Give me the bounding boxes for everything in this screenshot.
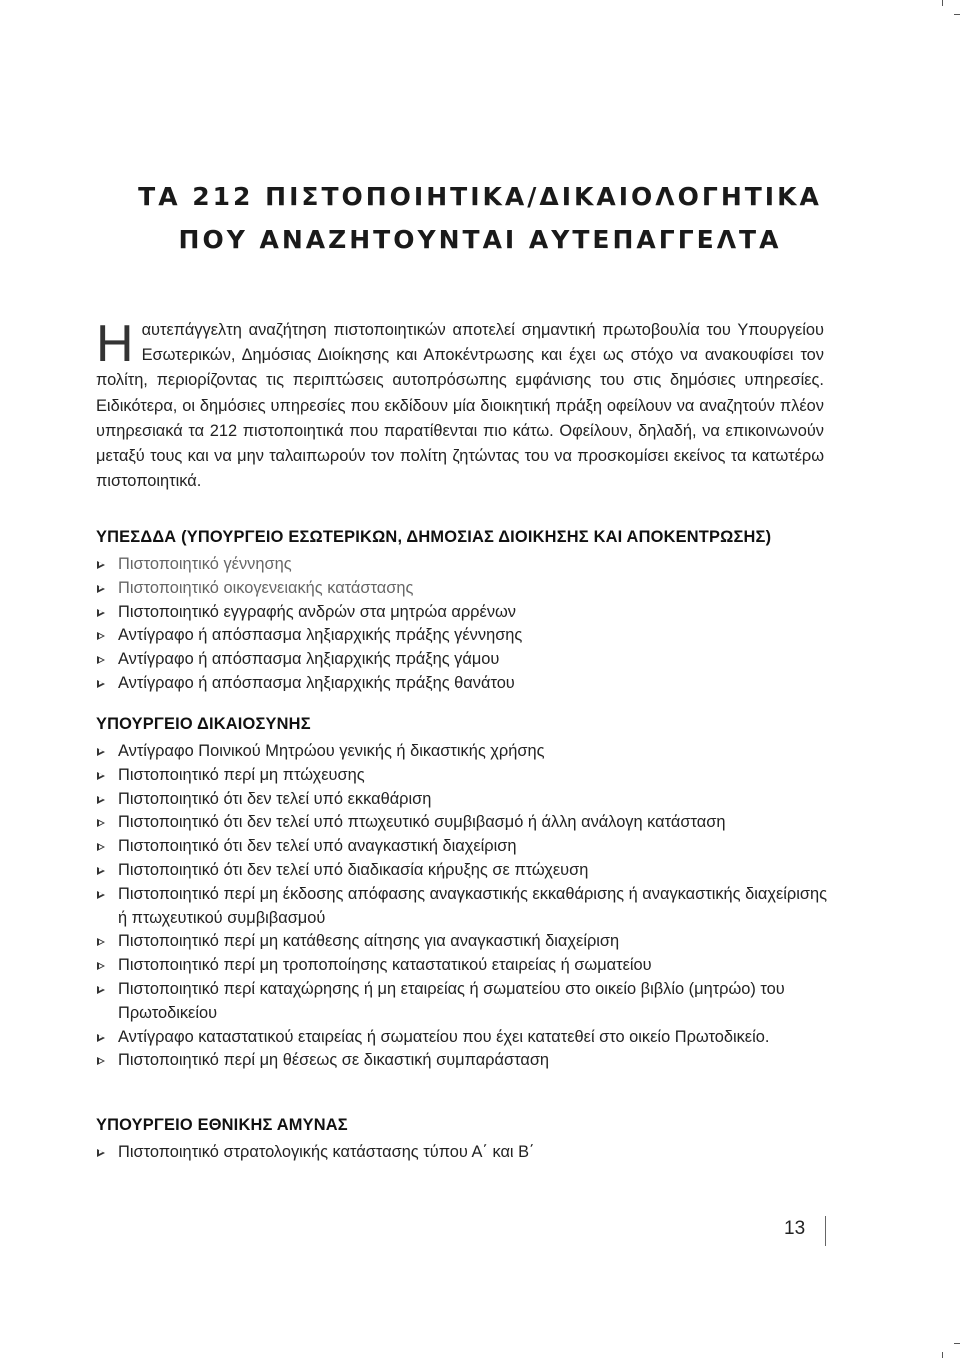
- triangle-bullet-icon: [97, 609, 105, 617]
- section-justice: [96, 715, 836, 1073]
- list-item: Πιστοποιητικό ότι δεν τελεί υπό πτωχευτικό συμβιβασμό ή άλλη ανάλογη κατάσταση: [96, 811, 836, 835]
- crop-mark: [954, 1343, 960, 1344]
- crop-mark: [954, 14, 960, 15]
- intro-text: αυτεπάγγελτη αναζήτηση πιστοποιητικών αποτελεί σημαντική πρωτοβουλία του Υπουργείου Εσωτερικών, Δημόσιας Διοίκησης και Αποκέντρωσης και έχει ως στόχο να ανακουφίσει τον πολίτη, περιορίζοντας τις περιπτώσεις αυτοπρόσωπης εμφάνισης του στις δημόσιες υπηρεσίες. Ειδικότερα, οι δημόσιες υπηρεσίες που εκδίδουν μία διοικητική πράξη οφείλουν να αναζητούν πλέον υπηρεσιακά τα 212 πιστοποιητικά που παρατίθενται πιο κάτω. Οφείλουν, δηλαδή, να επικοινωνούν μεταξύ τους και να μην ταλαιπωρούν τον πολίτη ζητώντας του να προσκομίσει εκείνος τα κατωτέρω πιστοποιητικά.: [96, 321, 824, 491]
- intro-paragraph: [96, 315, 824, 494]
- section-heading: ΥΠΟΥΡΓΕΙΟ ΕΘΝΙΚΗΣ ΑΜΥΝΑΣ: [96, 1116, 348, 1134]
- list-item: Πιστοποιητικό εγγραφής ανδρών στα μητρώα αρρένων: [96, 601, 836, 625]
- page-title-line-1: ΤΑ 212 ΠΙΣΤΟΠΟΙΗΤΙΚΑ/ΔΙΚΑΙΟΛΟΓΗΤΙΚΑ: [138, 182, 822, 211]
- list-item: Πιστοποιητικό περί μη πτώχευσης: [96, 764, 836, 788]
- triangle-bullet-icon: [97, 986, 105, 994]
- section-defence: [96, 1116, 836, 1165]
- list-item: Πιστοποιητικό περί μη θέσεως σε δικαστική συμπαράσταση: [96, 1049, 836, 1073]
- page-number-rule: [825, 1216, 826, 1246]
- list-item: Αντίγραφο Ποινικού Μητρώου γενικής ή δικαστικής χρήσης: [96, 740, 836, 764]
- section-heading: ΥΠΕΣΔΔΑ (ΥΠΟΥΡΓΕΙΟ ΕΣΩΤΕΡΙΚΩΝ, ΔΗΜΟΣΙΑΣ ΔΙΟΙΚΗΣΗΣ ΚΑΙ ΑΠΟΚΕΝΤΡΩΣΗΣ): [96, 528, 772, 546]
- page-title-line-2: ΠΟΥ ΑΝΑΖΗΤΟΥΝΤΑΙ ΑΥΤΕΠΑΓΓΕΛΤΑ: [178, 225, 782, 254]
- list-item: Πιστοποιητικό γέννησης: [96, 553, 836, 577]
- list-item: Πιστοποιητικό περί μη κατάθεσης αίτησης για αναγκαστική διαχείριση: [96, 930, 836, 954]
- triangle-bullet-icon: [97, 843, 105, 851]
- section-heading: ΥΠΟΥΡΓΕΙΟ ΔΙΚΑΙΟΣΥΝΗΣ: [96, 715, 311, 733]
- list-item: Πιστοποιητικό στρατολογικής κατάστασης τύπου Α΄ και Β΄: [96, 1141, 836, 1165]
- triangle-bullet-icon: [97, 680, 105, 688]
- section-ypesdda: [96, 528, 836, 696]
- list-item: Πιστοποιητικό ότι δεν τελεί υπό αναγκαστική διαχείριση: [96, 835, 836, 859]
- crop-mark: [942, 1352, 943, 1358]
- triangle-bullet-icon: [97, 819, 105, 827]
- triangle-bullet-icon: [97, 632, 105, 640]
- triangle-bullet-icon: [97, 796, 105, 804]
- certificate-list: [96, 740, 836, 1073]
- triangle-bullet-icon: [97, 772, 105, 780]
- list-item: Πιστοποιητικό περί μη τροποποίησης καταστατικού εταιρείας ή σωματείου: [96, 954, 836, 978]
- list-item: Πιστοποιητικό ότι δεν τελεί υπό εκκαθάριση: [96, 788, 836, 812]
- triangle-bullet-icon: [97, 891, 105, 899]
- list-item: Πιστοποιητικό περί μη έκδοσης απόφασης αναγκαστικής εκκαθάρισης ή αναγκαστικής διαχείρισης ή πτωχευτικού συμβιβασμού: [96, 883, 836, 931]
- crop-mark: [942, 0, 943, 6]
- drop-cap: Η: [96, 315, 134, 373]
- triangle-bullet-icon: [97, 585, 105, 593]
- triangle-bullet-icon: [97, 561, 105, 569]
- list-item: Αντίγραφο καταστατικού εταιρείας ή σωματείου που έχει κατατεθεί στο οικείο Πρωτοδικείο.: [96, 1026, 836, 1050]
- triangle-bullet-icon: [97, 1149, 105, 1157]
- list-item: Πιστοποιητικό οικογενειακής κατάστασης: [96, 577, 836, 601]
- triangle-bullet-icon: [97, 748, 105, 756]
- triangle-bullet-icon: [97, 1057, 105, 1065]
- triangle-bullet-icon: [97, 938, 105, 946]
- list-item: Αντίγραφο ή απόσπασμα ληξιαρχικής πράξης γέννησης: [96, 624, 836, 648]
- list-item: Πιστοποιητικό περί καταχώρησης ή μη εταιρείας ή σωματείου στο οικείο βιβλίο (μητρώο) του Πρωτοδικείου: [96, 978, 836, 1026]
- list-item: Αντίγραφο ή απόσπασμα ληξιαρχικής πράξης γάμου: [96, 648, 836, 672]
- triangle-bullet-icon: [97, 1034, 105, 1042]
- list-item: Πιστοποιητικό ότι δεν τελεί υπό διαδικασία κήρυξης σε πτώχευση: [96, 859, 836, 883]
- page-number: 13: [784, 1218, 806, 1239]
- list-item: Αντίγραφο ή απόσπασμα ληξιαρχικής πράξης θανάτου: [96, 672, 836, 696]
- triangle-bullet-icon: [97, 962, 105, 970]
- triangle-bullet-icon: [97, 656, 105, 664]
- certificate-list: [96, 553, 836, 696]
- certificate-list: [96, 1141, 836, 1165]
- triangle-bullet-icon: [97, 867, 105, 875]
